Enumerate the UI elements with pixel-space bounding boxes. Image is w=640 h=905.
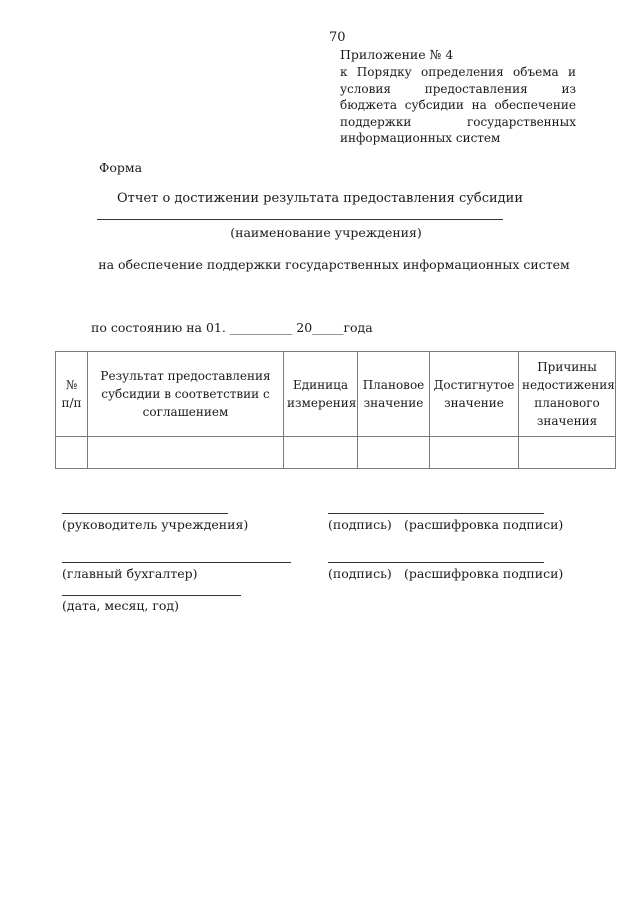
- date-line: [62, 595, 241, 596]
- col-header-planned: Плановое значение: [358, 352, 430, 437]
- appendix-text: к Порядку определения объема и условия предоставления из бюджета субсидии на обеспечение поддержки государственных информационных систем: [340, 65, 576, 145]
- accountant-signature-line: [328, 562, 544, 563]
- col-header-unit: Единица измерения: [284, 352, 358, 437]
- head-signature-line: [328, 513, 544, 514]
- table-cell[interactable]: [56, 437, 88, 469]
- report-title: Отчет о достижении результата предоставления субсидии: [117, 191, 523, 206]
- col-header-number: № п/п: [56, 352, 88, 437]
- table-cell[interactable]: [430, 437, 519, 469]
- accountant-signature-caption: (подпись): [328, 566, 392, 581]
- table-header-row: [56, 352, 616, 437]
- table-cell[interactable]: [88, 437, 284, 469]
- col-header-reasons: Причины недостижения планового значения: [519, 352, 616, 437]
- form-label: Форма: [99, 160, 143, 175]
- purpose-text: на обеспечение поддержки государственных информационных систем: [98, 257, 570, 272]
- accountant-name-line: [62, 562, 291, 563]
- institution-name-line: [97, 219, 503, 220]
- accountant-decoding-caption: (расшифровка подписи): [404, 566, 564, 581]
- col-header-achieved: Достигнутое значение: [430, 352, 519, 437]
- page-number: 70: [329, 30, 346, 45]
- institution-caption: (наименование учреждения): [230, 225, 422, 240]
- table-row: [56, 437, 616, 469]
- head-name-line: [62, 513, 228, 514]
- date-caption: (дата, месяц, год): [62, 598, 179, 613]
- head-decoding-caption: (расшифровка подписи): [404, 517, 564, 532]
- table-cell[interactable]: [358, 437, 430, 469]
- as-of-date: по состоянию на 01. __________ 20_____года: [91, 320, 373, 335]
- table-cell[interactable]: [284, 437, 358, 469]
- accountant-caption: (главный бухгалтер): [62, 566, 198, 581]
- col-header-result: Результат предоставления субсидии в соответствии с соглашением: [88, 352, 284, 437]
- table-cell[interactable]: [519, 437, 616, 469]
- head-caption: (руководитель учреждения): [62, 517, 249, 532]
- head-signature-caption: (подпись): [328, 517, 392, 532]
- appendix-title: Приложение № 4: [340, 47, 454, 62]
- report-table: [55, 351, 616, 469]
